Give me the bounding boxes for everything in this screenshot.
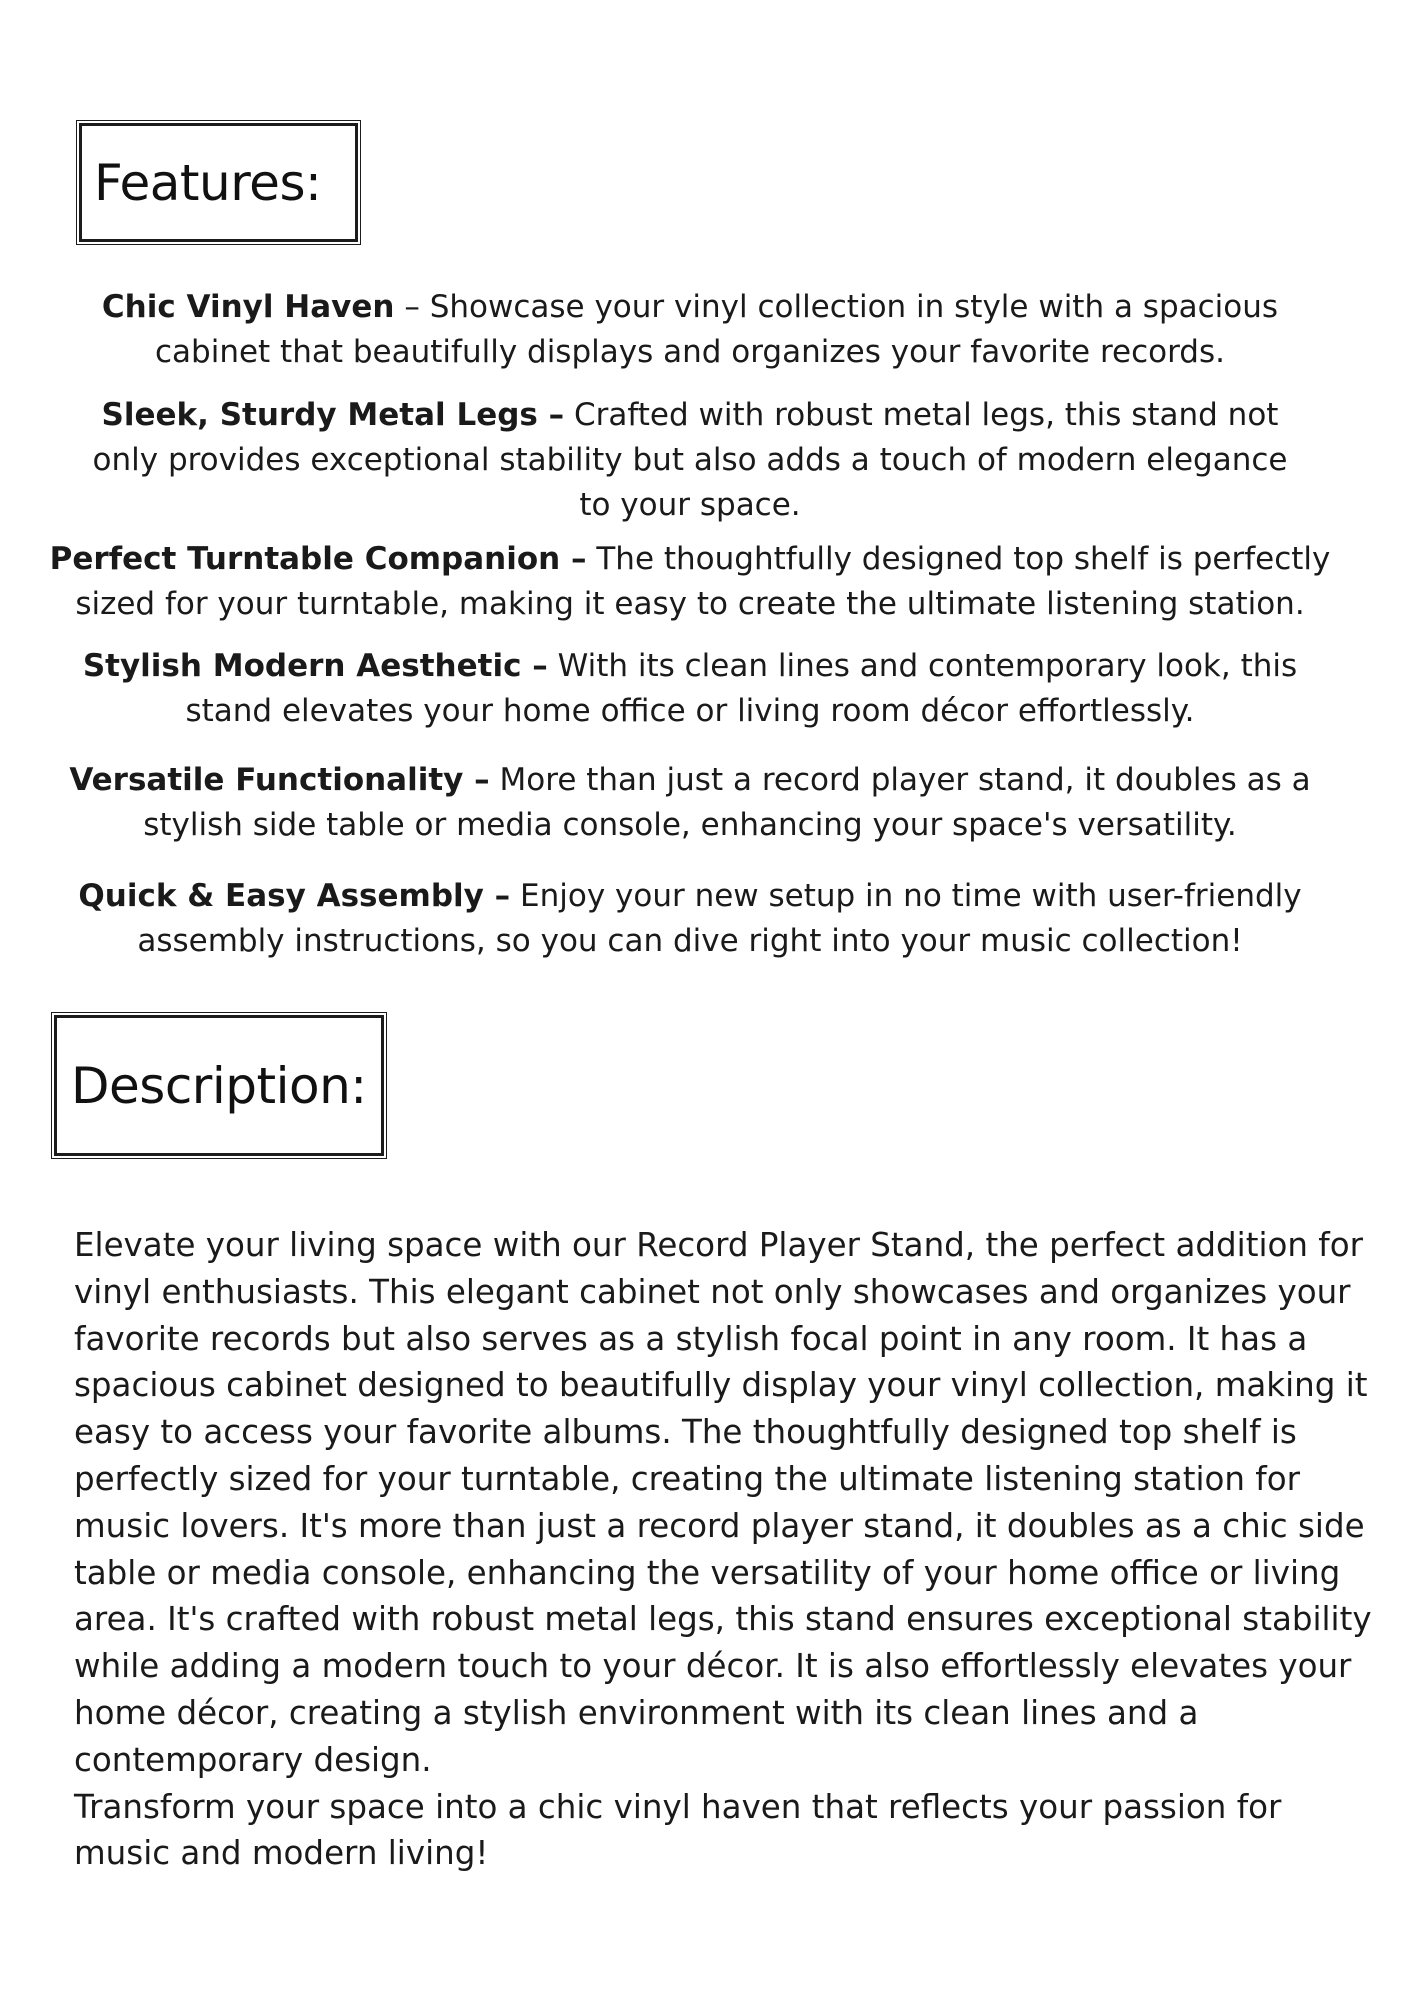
feature-item — [65, 758, 1315, 848]
feature-title: Quick & Easy Assembly – — [78, 878, 511, 914]
feature-title: Versatile Functionality – — [69, 762, 490, 798]
description-heading-box — [54, 1015, 384, 1156]
description-body — [74, 1222, 1374, 1877]
feature-item — [65, 874, 1315, 964]
feature-text: Showcase your vinyl collection in style with a spacious cabinet that beautifully displays and organizes your favorite records. — [155, 289, 1279, 370]
feature-text: Enjoy your new setup in no time with user-friendly assembly instructions, so you can dive right into your music collection! — [137, 878, 1302, 959]
description-paragraph: Elevate your living space with our Record Player Stand, the perfect addition for vinyl enthusiasts. This elegant cabinet not only showcases and organizes your favorite records but also serves as a stylish focal point in any room. It has a spacious cabinet designed to beautifully display your vinyl collection, making it easy to access your favorite albums. The thoughtfully designed top shelf is perfectly sized for your turntable, creating the ultimate listening station for music lovers. It's more than just a record player stand, it doubles as a chic side table or media console, enhancing the versatility of your home office or living area. It's crafted with robust metal legs, this stand ensures exceptional stability while adding a modern touch to your décor. It is also effortlessly elevates your home décor, creating a stylish environment with its clean lines and a contemporary design. — [74, 1226, 1372, 1779]
feature-item: Chic Vinyl Haven – Showcase your vinyl collection in style with a spacious cabinet that beautifully displays and organizes your favorite records. — [101, 289, 1279, 370]
feature-text: More than just a record player stand, it doubles as a stylish side table or media console, enhancing your space's versatility. — [143, 762, 1311, 843]
feature-text: With its clean lines and contemporary look, this stand elevates your home office or living room décor effortlessly. — [185, 648, 1298, 729]
feature-title: Stylish Modern Aesthetic – — [82, 648, 548, 684]
feature-text: The thoughtfully designed top shelf is perfectly sized for your turntable, making it easy to create the ultimate listening station. — [75, 541, 1331, 622]
feature-title: Perfect Turntable Companion – — [49, 541, 587, 577]
feature-item — [40, 537, 1340, 627]
features-list — [40, 285, 1340, 964]
feature-title: Chic Vinyl Haven — [101, 289, 395, 325]
description-paragraph: Transform your space into a chic vinyl haven that reflects your passion for music and modern living! — [74, 1787, 1282, 1873]
features-heading: Features: — [94, 153, 322, 212]
feature-title: Sleek, Sturdy Metal Legs – — [101, 397, 565, 433]
feature-item — [75, 393, 1305, 528]
features-heading-box — [79, 123, 358, 242]
feature-text: Crafted with robust metal legs, this stand not only provides exceptional stability but also adds a touch of modern elegance to your space. — [92, 397, 1288, 523]
feature-item — [70, 644, 1310, 734]
description-heading: Description: — [71, 1056, 367, 1115]
